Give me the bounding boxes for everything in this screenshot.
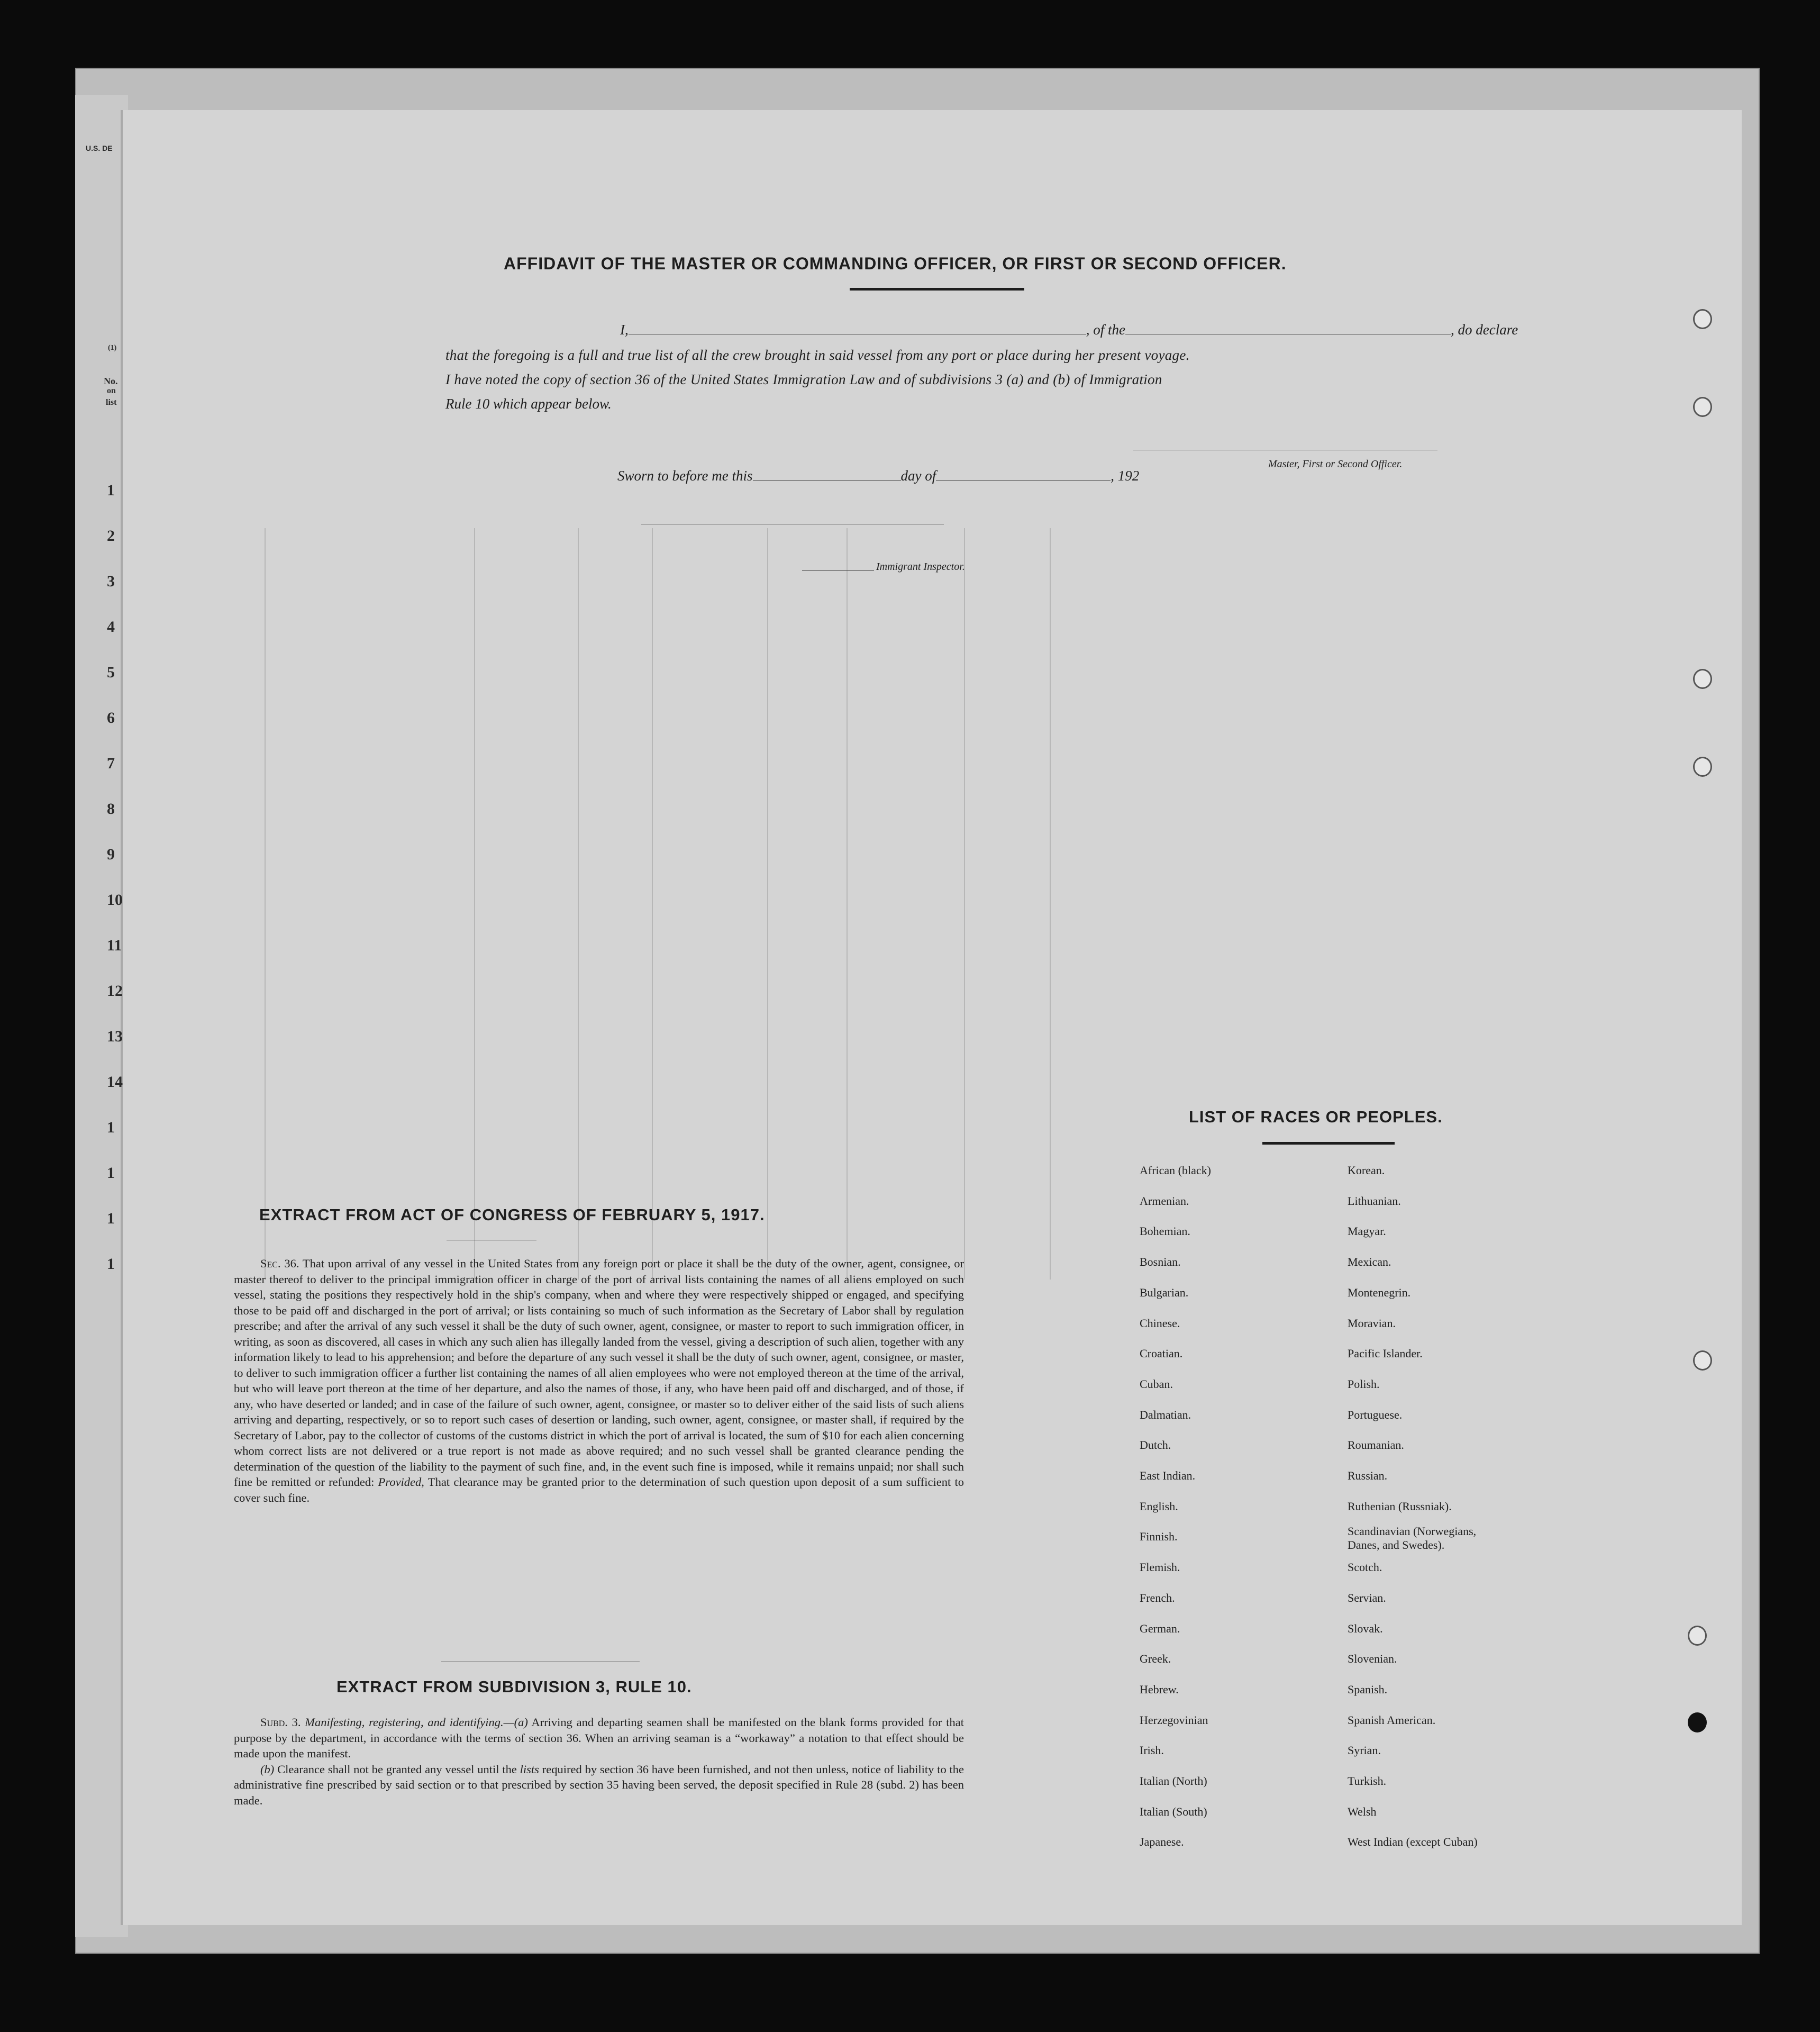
race-item: Armenian. bbox=[1140, 1194, 1189, 1208]
col-header-1: (1) bbox=[108, 344, 117, 352]
ghost-line bbox=[578, 528, 579, 1280]
declare-label: , do declare bbox=[1451, 322, 1518, 338]
inspector-label: Immigrant Inspector. bbox=[876, 561, 965, 573]
title-rule bbox=[850, 288, 1024, 291]
vessel-label: , of the bbox=[1086, 322, 1125, 338]
race-item: Slovenian. bbox=[1348, 1652, 1397, 1666]
race-item: Japanese. bbox=[1140, 1835, 1184, 1849]
race-item: Dalmatian. bbox=[1140, 1408, 1191, 1421]
ghost-line bbox=[265, 528, 266, 1280]
subdivision-heading: Manifesting, registering, and identifying. bbox=[305, 1716, 504, 1729]
row-number: 8 bbox=[107, 800, 115, 818]
binder-hole bbox=[1693, 309, 1712, 329]
row-number: 1 bbox=[107, 1210, 115, 1227]
col-header-2: No. bbox=[104, 376, 118, 386]
proviso-word: Provided, bbox=[378, 1475, 424, 1489]
ghost-line bbox=[964, 528, 965, 1280]
race-item: Pacific Islander. bbox=[1348, 1347, 1423, 1360]
races-title-rule bbox=[1262, 1142, 1395, 1145]
ghost-line bbox=[1050, 528, 1051, 1280]
race-item: Italian (North) bbox=[1140, 1774, 1207, 1788]
race-item: Herzegovinian bbox=[1140, 1713, 1208, 1727]
race-item: Dutch. bbox=[1140, 1438, 1171, 1452]
affidavit-title: AFFIDAVIT OF THE MASTER OR COMMANDING OFFICER, OR FIRST OR SECOND OFFICER. bbox=[504, 254, 1287, 273]
proviso-text: That clearance may be granted prior to the determination of such question upon deposit of a sum sufficient to cover such fine. bbox=[234, 1475, 964, 1504]
race-item: French. bbox=[1140, 1591, 1175, 1604]
ghost-line bbox=[767, 528, 768, 1280]
para-b-text-2: required by section 36 have been furnished, and not then unless, notice of liability to the administrative fine prescribed by said section or to that prescribed by section 35 having been served, the deposit specified in Rule 28 (subd. 2) has been made. bbox=[234, 1762, 964, 1807]
row-number: 2 bbox=[107, 527, 115, 545]
race-item: Greek. bbox=[1140, 1652, 1171, 1666]
race-item: Spanish American. bbox=[1348, 1713, 1436, 1727]
para-a-label: —(a) bbox=[503, 1716, 528, 1729]
row-number: 4 bbox=[107, 618, 115, 636]
ghost-line bbox=[847, 528, 848, 1280]
race-item: English. bbox=[1140, 1499, 1178, 1513]
para-b-label: (b) bbox=[260, 1762, 275, 1776]
race-item: West Indian (except Cuban) bbox=[1348, 1835, 1478, 1849]
race-item: Turkish. bbox=[1348, 1774, 1387, 1788]
races-title: LIST OF RACES OR PEOPLES. bbox=[1189, 1108, 1443, 1126]
row-number: 1 bbox=[107, 1255, 115, 1273]
race-item: Bosnian. bbox=[1140, 1255, 1181, 1269]
affidavit-line-3: I have noted the copy of section 36 of the United States Immigration Law and of subdivisions 3 (a) and (b) of Immigration bbox=[445, 371, 1162, 387]
affidavit-line-2: that the foregoing is a full and true list of all the crew brought in said vessel from any port or place during her present voyage. bbox=[445, 347, 1190, 363]
binder-hole bbox=[1693, 669, 1712, 689]
year-label: , 192 bbox=[1111, 468, 1140, 484]
col-header-4: list bbox=[106, 398, 117, 407]
races-right-column bbox=[1348, 1155, 1570, 1857]
race-item: Bulgarian. bbox=[1140, 1285, 1189, 1299]
race-item: Syrian. bbox=[1348, 1744, 1381, 1757]
race-item: German. bbox=[1140, 1621, 1180, 1635]
col-header-3: on bbox=[107, 386, 116, 395]
row-number: 11 bbox=[107, 937, 122, 954]
race-item: Korean. bbox=[1348, 1164, 1385, 1177]
row-number: 9 bbox=[107, 846, 115, 863]
row-number: 10 bbox=[107, 891, 123, 909]
affidavit-line-4: Rule 10 which appear below. bbox=[445, 396, 612, 412]
row-number: 1 bbox=[107, 1119, 115, 1136]
subdivision-label: Subd. 3. bbox=[260, 1716, 301, 1729]
race-item: African (black) bbox=[1140, 1164, 1211, 1177]
binder-hole bbox=[1693, 1350, 1712, 1371]
race-item: Irish. bbox=[1140, 1744, 1164, 1757]
sworn-line bbox=[445, 468, 1139, 484]
race-item: Flemish. bbox=[1140, 1561, 1180, 1574]
race-item: Welsh bbox=[1348, 1804, 1377, 1818]
binder-hole bbox=[1693, 757, 1712, 777]
race-item: Russian. bbox=[1348, 1469, 1388, 1483]
signature-label: Master, First or Second Officer. bbox=[1268, 458, 1403, 470]
form-code: U.S. DE bbox=[86, 144, 113, 152]
race-item: Finnish. bbox=[1140, 1530, 1178, 1544]
race-item: Hebrew. bbox=[1140, 1682, 1179, 1696]
binder-hole bbox=[1688, 1712, 1707, 1732]
race-item: Polish. bbox=[1348, 1377, 1380, 1391]
binder-hole bbox=[1688, 1626, 1707, 1646]
race-item: Slovak. bbox=[1348, 1621, 1383, 1635]
inspector-short-line bbox=[802, 570, 874, 571]
race-item: Bohemian. bbox=[1140, 1224, 1190, 1238]
race-item: Cuban. bbox=[1140, 1377, 1173, 1391]
row-number: 1 bbox=[107, 1164, 115, 1182]
section-label: Sec. 36. bbox=[260, 1257, 299, 1270]
race-item: Scandinavian (Norwegians, Danes, and Swedes). bbox=[1348, 1525, 1477, 1552]
row-number: 7 bbox=[107, 755, 115, 772]
affidavit-line-1 bbox=[445, 322, 1518, 338]
race-item: Chinese. bbox=[1140, 1316, 1180, 1330]
para-a-text: Arriving and departing seamen shall be manifested on the blank forms provided for that purpose by the department, in accordance with the terms of section 36. When an arriving seaman is a “workaway” a notation to that effect should be made upon the manifest. bbox=[234, 1716, 964, 1760]
day-of-label: day of bbox=[900, 468, 936, 484]
races-left-column bbox=[1140, 1155, 1335, 1857]
race-item: Montenegrin. bbox=[1348, 1285, 1411, 1299]
left-margin-strip bbox=[75, 95, 128, 1937]
row-number: 12 bbox=[107, 982, 123, 1000]
race-item: Magyar. bbox=[1348, 1224, 1386, 1238]
manifest-page bbox=[123, 110, 1742, 1925]
race-item: Ruthenian (Russniak). bbox=[1348, 1499, 1452, 1513]
race-item: Portuguese. bbox=[1348, 1408, 1403, 1421]
row-number: 14 bbox=[107, 1073, 123, 1091]
ghost-line bbox=[474, 528, 475, 1280]
row-number: 13 bbox=[107, 1028, 123, 1045]
race-item: Lithuanian. bbox=[1348, 1194, 1401, 1208]
row-number: 1 bbox=[107, 482, 115, 499]
act-extract-body bbox=[234, 1256, 964, 1505]
race-item: Mexican. bbox=[1348, 1255, 1391, 1269]
para-b-text-1: Clearance shall not be granted any vessel until the bbox=[277, 1762, 517, 1776]
race-item: Moravian. bbox=[1348, 1316, 1396, 1330]
race-item: Servian. bbox=[1348, 1591, 1386, 1604]
ghost-line bbox=[652, 528, 653, 1280]
binder-hole bbox=[1693, 397, 1712, 417]
race-item: Croatian. bbox=[1140, 1347, 1183, 1360]
race-item: Italian (South) bbox=[1140, 1804, 1207, 1818]
race-item: Spanish. bbox=[1348, 1682, 1388, 1696]
para-b-lists: lists bbox=[520, 1762, 539, 1776]
sworn-label: Sworn to before me this bbox=[617, 468, 753, 484]
row-number: 5 bbox=[107, 664, 115, 681]
row-number: 6 bbox=[107, 709, 115, 727]
row-number: 3 bbox=[107, 573, 115, 590]
section-text: That upon arrival of any vessel in the United States from any foreign port or place it shall be the duty of the owner, agent, consignee, or master thereof to deliver to the principal immigration officer in charge of the port of arrival lists containing the names of all aliens employed on such vessel, stating the positions they respectively hold in the ship's company, when and where they were respectively shipped or engaged, and specifying those to be paid off and discharged in the port of arrival; or lists containing so much of such information as the Secretary of Labor shall by regulation prescribe; and after the arrival of any such vessel it shall be the duty of such owner, agent, consignee, or master to report to such immigration officer, in writing, as soon as discovered, all cases in which any such alien has illegally landed from the vessel, giving a description of such alien, together with any information likely to lead to his apprehension; and before the departure of any such vessel it shall be the duty of such owner, agent, consignee, or master, to deliver to such immigration officer a further list containing the names of all alien employees who were not employed thereon at the time of the arrival, but who will leave port thereon at the time of her departure, and also the names of those, if any, who have been paid off and discharged, and of those, if any, who have deserted or landed; and in case of the failure of such owner, agent, consignee, or master so to deliver either of the said lists of such aliens arriving and departing, respectively, or so to report such cases of desertion or landing, such owner, agent, consignee, or master shall, if required by the Secretary of Labor, pay to the collector of customs of the customs district in which the port of arrival is located, the sum of $10 for each alien concerning whom correct lists are not delivered or a true report is not made as above required; and no such vessel shall be granted clearance pending the determination of the question of the liability to the payment of such fine, and, in the event such fine is imposed, while it remains unpaid; nor shall such fine be remitted or refunded: bbox=[234, 1257, 964, 1489]
race-item: East Indian. bbox=[1140, 1469, 1196, 1483]
act-extract-title: EXTRACT FROM ACT OF CONGRESS OF FEBRUARY 5, 1917. bbox=[259, 1205, 765, 1224]
race-item: Roumanian. bbox=[1348, 1438, 1404, 1452]
race-item: Scotch. bbox=[1348, 1561, 1382, 1574]
rule-extract-body bbox=[234, 1714, 964, 1808]
declarant-label: I, bbox=[620, 322, 629, 338]
rule-extract-title: EXTRACT FROM SUBDIVISION 3, RULE 10. bbox=[336, 1677, 692, 1696]
